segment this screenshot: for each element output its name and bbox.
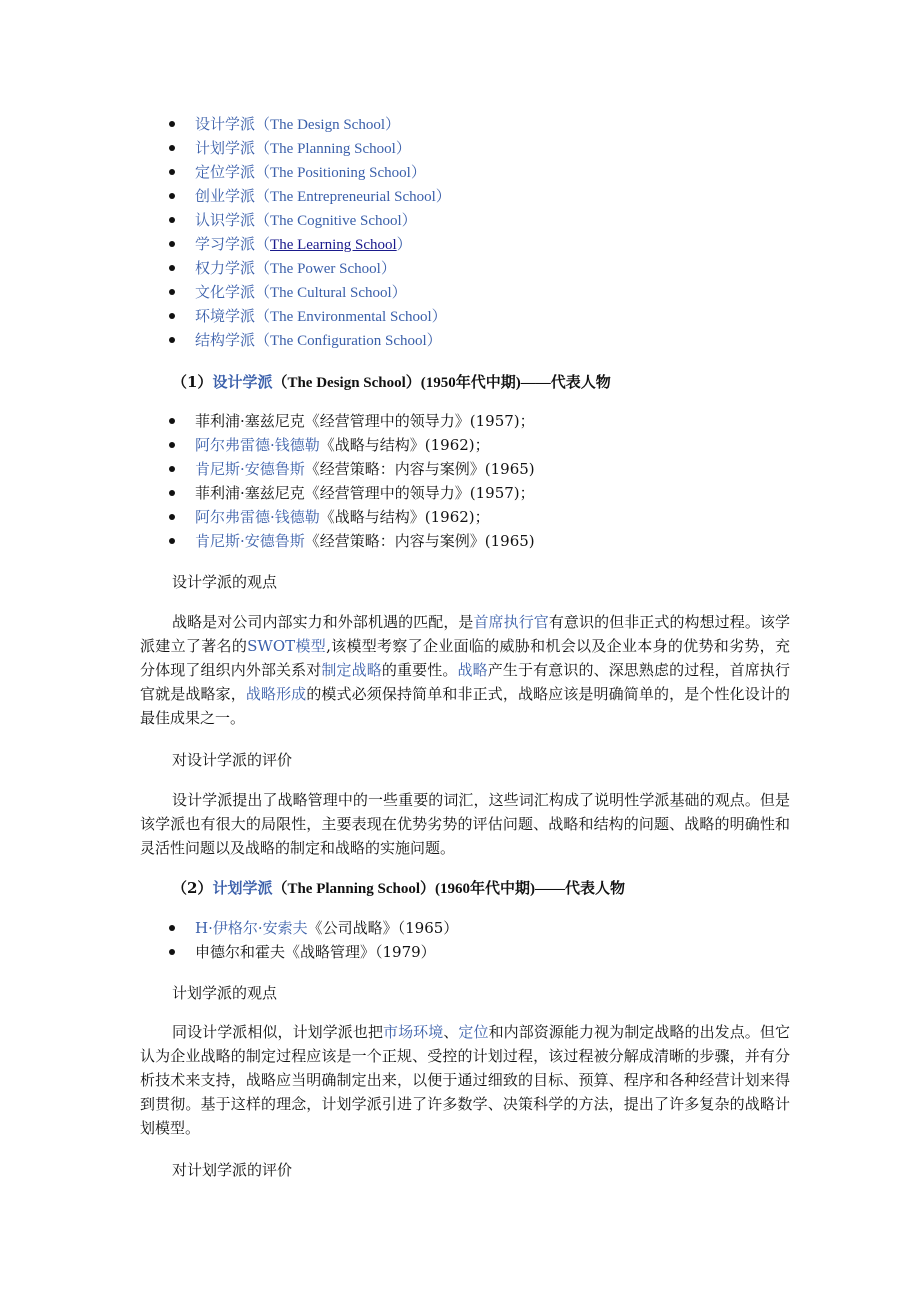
list-item: H·伊格尔·安索夫《公司战略》（1965） [168, 916, 458, 940]
bullet-icon [169, 949, 175, 955]
planning-view-title: 计划学派的观点 [172, 984, 278, 1002]
bullet-icon [169, 514, 175, 520]
person-link[interactable]: 阿尔弗雷德·钱德勒 [195, 508, 320, 526]
planning-school-link[interactable]: 计划学派 [212, 879, 273, 897]
ceo-link[interactable]: 首席执行官 [473, 613, 549, 631]
bullet-icon [169, 313, 175, 319]
person-link[interactable]: 肯尼斯·安德鲁斯 [195, 460, 305, 478]
school-link[interactable]: 结构学派（The Configuration School） [195, 331, 442, 349]
bullet-icon [169, 169, 175, 175]
section-heading-planning: （2）计划学派（The Planning School）(1960年代中期)——代表人物 [172, 879, 625, 897]
school-link[interactable]: 定位学派（The Positioning School） [195, 163, 426, 181]
list-item: 肯尼斯·安德鲁斯《经营策略：内容与案例》(1965) [168, 529, 535, 553]
bullet-icon [169, 121, 175, 127]
list-item [168, 232, 451, 256]
bullet-icon [169, 925, 175, 931]
bullet-icon [169, 145, 175, 151]
bullet-icon [169, 265, 175, 271]
list-item: 阿尔弗雷德·钱德勒《战略与结构》(1962)； [168, 505, 535, 529]
market-environment-link[interactable]: 市场环境 [383, 1023, 444, 1041]
planning-people-list [168, 916, 458, 964]
bullet-icon [169, 193, 175, 199]
school-link[interactable]: 计划学派（The Planning School） [195, 139, 411, 157]
school-link[interactable]: 设计学派（The Design School） [195, 115, 400, 133]
school-link[interactable]: 创业学派（The Entrepreneurial School） [195, 187, 451, 205]
list-item [168, 160, 451, 184]
school-link[interactable]: 文化学派（The Cultural School） [195, 283, 407, 301]
person-link[interactable]: 肯尼斯·安德鲁斯 [195, 532, 305, 550]
list-item [168, 112, 451, 136]
strategy-formulation-link[interactable]: 制定战略 [321, 661, 382, 679]
learning-school-link[interactable]: The Learning School [270, 237, 397, 253]
bullet-icon [169, 538, 175, 544]
list-item [168, 328, 451, 352]
bullet-icon [169, 337, 175, 343]
positioning-link[interactable]: 定位 [458, 1023, 489, 1041]
list-item: 菲利浦·塞兹尼克《经营管理中的领导力》(1957)； [168, 481, 535, 505]
design-people-list [168, 409, 535, 553]
strategy-formation-link[interactable]: 战略形成 [245, 685, 307, 703]
bullet-icon [169, 490, 175, 496]
swot-link[interactable]: SWOT模型 [247, 637, 327, 655]
bullet-icon [169, 418, 175, 424]
design-eval-paragraph: 设计学派提出了战略管理中的一些重要的词汇，这些词汇构成了说明性学派基础的观点。但是该学派也有很大的局限性，主要表现在优势劣势的评估问题、战略和结构的问题、战略的明确性和灵活性问题以及战略的制定和战略的实施问题。 [140, 791, 790, 857]
design-view-title: 设计学派的观点 [172, 573, 278, 591]
design-view-paragraph: 战略是对公司内部实力和外部机遇的匹配，是首席执行官有意识的但非正式的构想过程。该学派建立了著名的SWOT模型,该模型考察了企业面临的威胁和机会以及企业本身的优势和劣势，充分体现了组织内外部关系对制定战略的重要性。战略产生于有意识的、深思熟虑的过程，首席执行官就是战略家，战略形成的模式必须保持简单和非正式，战略应该是明确简单的，是个性化设计的最佳成果之一。 [140, 613, 790, 727]
school-link[interactable]: 学习学派（ [195, 235, 271, 253]
bullet-icon [169, 289, 175, 295]
bullet-icon [169, 442, 175, 448]
list-item: 肯尼斯·安德鲁斯《经营策略：内容与案例》(1965) [168, 457, 535, 481]
strategy-link[interactable]: 战略 [457, 661, 488, 679]
school-link[interactable]: 环境学派（The Environmental School） [195, 307, 447, 325]
paren-close: ） [396, 237, 412, 253]
bullet-icon [169, 217, 175, 223]
list-item [168, 256, 451, 280]
schools-list [168, 112, 451, 352]
list-item: 申德尔和霍夫《战略管理》（1979） [168, 940, 458, 964]
design-school-link[interactable]: 设计学派 [212, 373, 273, 391]
person-link[interactable]: H·伊格尔·安索夫 [195, 919, 308, 937]
planning-view-paragraph: 同设计学派相似，计划学派也把市场环境、定位和内部资源能力视为制定战略的出发点。但它认为企业战略的制定过程应该是一个正规、受控的计划过程，该过程被分解成清晰的步骤，并有分析技术来支持，战略应当明确制定出来，以便于通过细致的目标、预算、程序和各种经营计划来得到贯彻。基于这样的理念，计划学派引进了许多数学、决策科学的方法，提出了许多复杂的战略计划模型。 [140, 1023, 790, 1137]
section-heading-design: （1）设计学派（The Design School）(1950年代中期)——代表人物 [172, 373, 611, 391]
list-item: 阿尔弗雷德·钱德勒《战略与结构》(1962)； [168, 433, 535, 457]
list-item [168, 208, 451, 232]
list-item [168, 280, 451, 304]
list-item [168, 184, 451, 208]
list-item [168, 304, 451, 328]
bullet-icon [169, 241, 175, 247]
school-link[interactable]: 权力学派（The Power School） [195, 259, 396, 277]
list-item: 菲利浦·塞兹尼克《经营管理中的领导力》(1957)； [168, 409, 535, 433]
planning-eval-title: 对计划学派的评价 [172, 1161, 293, 1179]
person-link[interactable]: 阿尔弗雷德·钱德勒 [195, 436, 320, 454]
design-eval-title: 对设计学派的评价 [172, 751, 293, 769]
school-link[interactable]: 认识学派（The Cognitive School） [195, 211, 417, 229]
bullet-icon [169, 466, 175, 472]
list-item [168, 136, 451, 160]
